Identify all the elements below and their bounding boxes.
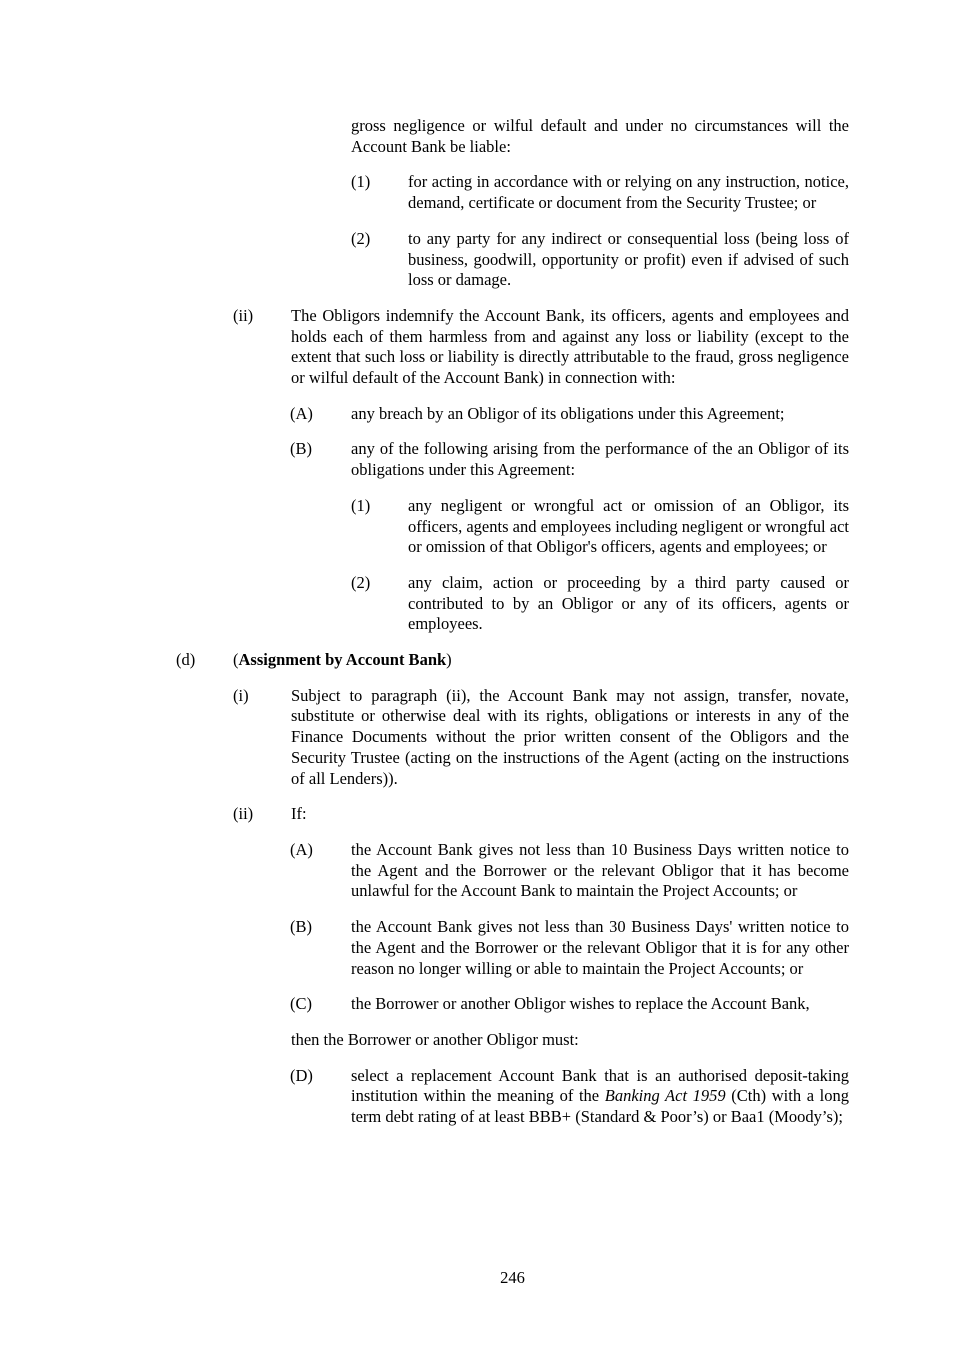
clause-paragraph xyxy=(176,229,849,291)
clause-text: gross negligence or wilful default and under no circumstances will the Account Bank be liable: xyxy=(351,116,849,156)
clause-text: any claim, action or proceeding by a third party caused or contributed to by an Obligor or any of its officers, agents or employees. xyxy=(408,572,849,634)
clause-marker: (C) xyxy=(290,994,312,1014)
clause-marker: (2) xyxy=(351,572,371,592)
clause-marker: (i) xyxy=(233,685,249,705)
clause-text xyxy=(351,1066,849,1126)
clause-marker: (d) xyxy=(176,650,196,670)
clause-text: for acting in accordance with or relying on any instruction, notice, demand, certificate or document from the Security Trustee; or xyxy=(408,172,849,213)
clause-paragraph xyxy=(176,1066,849,1128)
clause-paragraph-continuation xyxy=(176,1030,849,1051)
clause-text: any breach by an Obligor of its obligations under this Agreement; xyxy=(351,403,785,423)
clause-heading-text xyxy=(233,650,452,669)
clause-text: any negligent or wrongful act or omission of an Obligor, its officers, agents and employees including negligent or wrongful act or omission of that Obligor's officers, agents and employees; or xyxy=(408,495,849,557)
heading-paren-open: ( xyxy=(233,650,239,670)
clause-text: the Borrower or another Obligor wishes to replace the Account Bank, xyxy=(351,994,810,1014)
clause-text-italic-run: Banking Act 1959 xyxy=(604,1086,726,1106)
clause-marker: (ii) xyxy=(233,305,254,325)
clause-marker: (1) xyxy=(351,495,371,515)
clause-paragraph xyxy=(176,804,849,825)
clause-paragraph xyxy=(176,917,849,979)
clause-text: the Account Bank gives not less than 30 Business Days' written notice to the Agent and the Borrower or the relevant Obligor that it is for any other reason no longer willing or able to maintain the Project Accounts; or xyxy=(351,917,849,978)
clause-marker: (2) xyxy=(351,228,371,248)
clause-text: If: xyxy=(291,804,307,824)
clause-paragraph xyxy=(176,172,849,213)
clause-paragraph xyxy=(176,994,849,1015)
clause-text: The Obligors indemnify the Account Bank, its officers, agents and employees and holds each of them harmless from and against any loss or liability (except to the extent that such loss or liability is directly attributable to the fraud, gross negligence or wilful default of the Account Bank) in connection with: xyxy=(291,305,849,388)
heading-paren-close: ) xyxy=(446,650,452,670)
clause-text-run: select a replacement Account Bank that is an authorised deposit-taking institution within the meaning of the xyxy=(351,1065,849,1106)
clause-paragraph xyxy=(176,404,849,425)
clause-text: to any party for any indirect or consequential loss (being loss of business, goodwill, opportunity or profit) even if advised of such loss or damage. xyxy=(408,228,849,290)
clause-marker: (ii) xyxy=(233,804,254,824)
clause-text-run: (Cth) with a long term debt rating of at least BBB+ (Standard & Poor’s) or Baa1 (Moody’s); xyxy=(351,1086,849,1127)
clause-marker: (A) xyxy=(290,403,313,423)
clause-paragraph xyxy=(176,439,849,480)
clause-paragraph xyxy=(176,573,849,635)
clause-heading xyxy=(176,650,849,671)
clause-paragraph xyxy=(176,306,849,389)
clause-text: then the Borrower or another Obligor must: xyxy=(291,1029,579,1049)
clause-paragraph xyxy=(176,496,849,558)
clause-marker: (A) xyxy=(290,839,313,859)
clause-paragraph xyxy=(176,840,849,902)
clause-marker: (D) xyxy=(290,1065,313,1085)
clause-text: the Account Bank gives not less than 10 Business Days written notice to the Agent and the Borrower or the relevant Obligor that it has become unlawful for the Account Bank to maintain the Project Accounts; or xyxy=(351,839,849,901)
clause-marker: (1) xyxy=(351,172,371,192)
clause-text: Subject to paragraph (ii), the Account Bank may not assign, transfer, novate, substitute or otherwise deal with its rights, obligations or interests in any of the Finance Documents without the prior written consent of the Obligors and the Security Trustee (acting on the instructions of the Agent (acting on the instructions of all Lenders)). xyxy=(291,685,849,788)
heading-bold-text: Assignment by Account Bank xyxy=(238,650,447,670)
page-number: 246 xyxy=(500,1268,525,1287)
clause-text: any of the following arising from the performance of the an Obligor of its obligations under this Agreement: xyxy=(351,439,849,480)
clause-paragraph xyxy=(176,686,849,790)
clause-marker: (B) xyxy=(290,439,312,459)
clause-paragraph-continuation xyxy=(176,116,849,157)
clause-marker: (B) xyxy=(290,917,312,937)
